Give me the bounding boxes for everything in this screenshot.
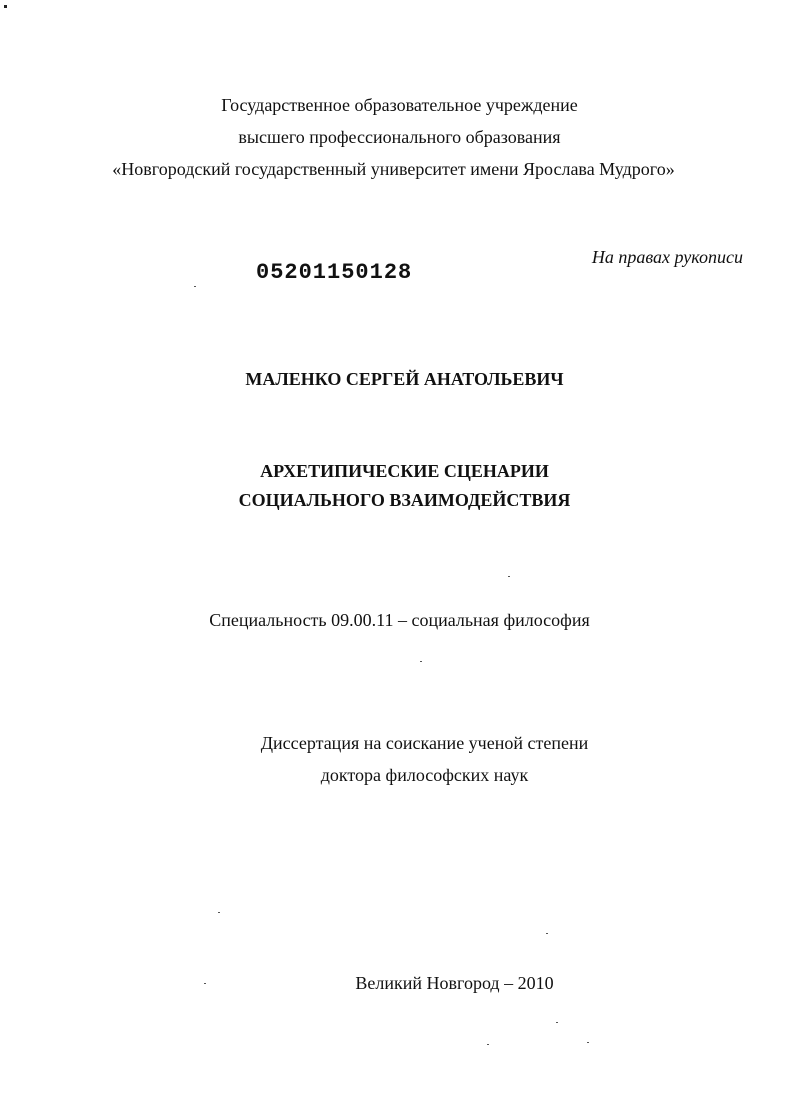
degree-line-2: доктора философских наук	[320, 765, 529, 785]
scan-speck	[587, 1042, 589, 1043]
scan-speck	[508, 576, 510, 577]
scan-speck	[556, 1022, 558, 1023]
title-line-2: СОЦИАЛЬНОГО ВЗАИМОДЕЙСТВИЯ	[238, 490, 571, 510]
institution-line-1: Государственное образовательное учреждение	[221, 95, 578, 115]
scan-speck	[218, 912, 220, 913]
place-year: Великий Новгород – 2010	[355, 973, 554, 993]
scan-speck	[194, 286, 196, 287]
scan-speck	[204, 983, 206, 984]
institution-line-2: высшего профессионального образования	[238, 127, 561, 147]
manuscript-note: На правах рукописи	[591, 247, 743, 267]
institution-line-3: «Новгородский государственный университет имени Ярослава Мудрого»	[112, 159, 675, 179]
stamp-number: 05201150128	[256, 260, 413, 285]
scan-speck	[487, 1044, 489, 1045]
specialty: Специальность 09.00.11 – социальная философия	[209, 610, 590, 630]
scan-speck	[546, 933, 548, 934]
degree-line-1: Диссертация на соискание ученой степени	[260, 733, 589, 753]
scan-speck	[420, 661, 422, 662]
author-name: МАЛЕНКО СЕРГЕЙ АНАТОЛЬЕВИЧ	[245, 369, 564, 389]
title-line-1: АРХЕТИПИЧЕСКИЕ СЦЕНАРИИ	[260, 461, 549, 481]
scan-speck	[4, 5, 7, 8]
